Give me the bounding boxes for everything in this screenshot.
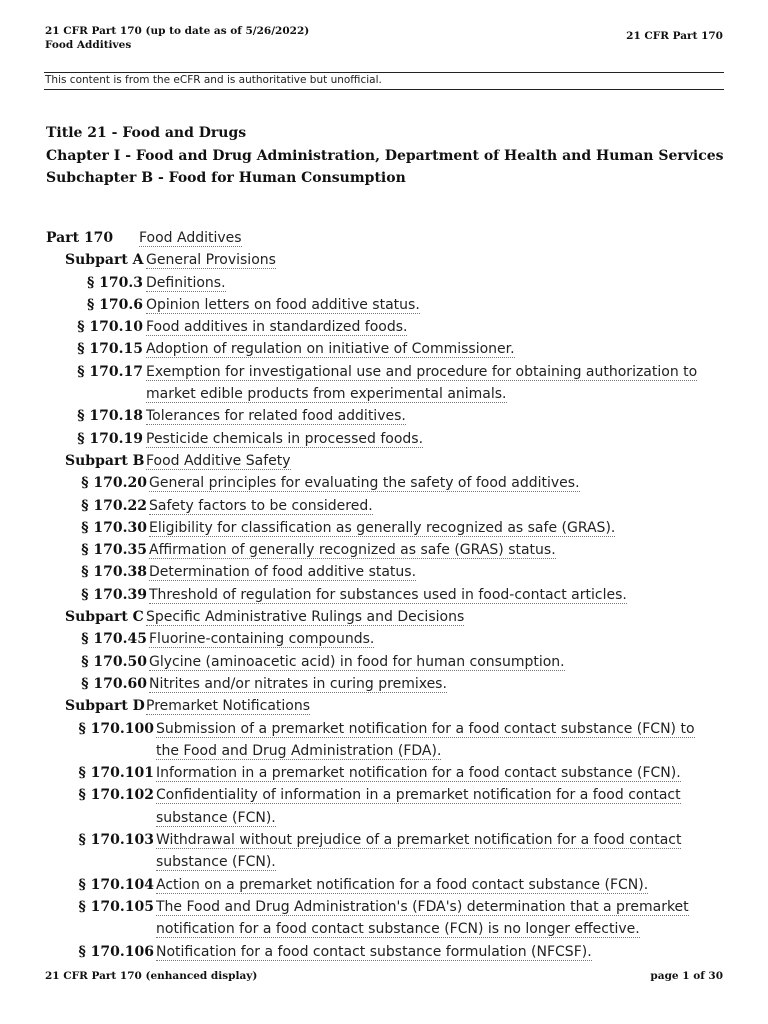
toc-number: § 170.19 [77, 430, 143, 447]
toc-link[interactable] [156, 874, 721, 896]
toc-link[interactable] [156, 896, 721, 941]
toc-number: § 170.100 [78, 720, 154, 737]
toc-section-row [0, 272, 768, 294]
toc-link-label: Determination of food additive status. [149, 564, 417, 581]
toc-link-label: Threshold of regulation for substances used in food-contact articles. [149, 586, 627, 603]
toc-number: § 170.3 [86, 274, 143, 291]
toc-number: § 170.106 [78, 943, 154, 960]
toc-section-row [0, 829, 768, 874]
toc-link[interactable] [156, 718, 721, 763]
toc-number: § 170.10 [77, 319, 143, 336]
toc-link[interactable] [146, 405, 721, 427]
toc-link[interactable] [149, 673, 721, 695]
toc-section-row [0, 718, 768, 763]
toc-link[interactable] [156, 829, 721, 874]
footer-left: 21 CFR Part 170 (enhanced display) [45, 970, 258, 982]
toc-section-row [0, 472, 768, 494]
toc-link[interactable] [146, 294, 721, 316]
toc-link[interactable] [146, 338, 721, 360]
toc-section-row [0, 495, 768, 517]
toc-link-label: Food Additive Safety [146, 452, 291, 469]
toc-link-label: Adoption of regulation on initiative of Commissioner. [146, 341, 515, 358]
toc-link[interactable] [149, 584, 721, 606]
toc-link-label: General Provisions [146, 252, 276, 269]
toc-link-label: Tolerances for related food additives. [146, 408, 406, 425]
toc-section-row [0, 294, 768, 316]
toc-link[interactable] [146, 249, 276, 271]
toc-link[interactable] [146, 695, 310, 717]
toc-number: § 170.101 [78, 765, 154, 782]
toc-link-label: Specific Administrative Rulings and Decisions [146, 609, 465, 626]
toc-number: § 170.103 [78, 832, 154, 849]
toc-link[interactable] [146, 361, 721, 406]
toc-number: § 170.22 [81, 497, 147, 514]
toc-link-label: Premarket Notifications [146, 698, 311, 715]
toc-section-row [0, 561, 768, 583]
title-block [46, 122, 724, 190]
toc-number: § 170.35 [81, 542, 147, 559]
toc-link-label: Glycine (aminoacetic acid) in food for human consumption. [149, 653, 565, 670]
toc-section-row [0, 428, 768, 450]
toc-link-label: Submission of a premarket notification for a food contact substance (FCN) to the Food and Drug Administration (FDA). [156, 720, 695, 759]
toc-section-row [0, 584, 768, 606]
header-rule-bottom [44, 89, 724, 90]
toc-link[interactable] [149, 472, 721, 494]
toc-number: Subpart A [65, 252, 144, 269]
toc-number: § 170.18 [77, 408, 143, 425]
toc-number: Subpart D [65, 698, 145, 715]
toc-section-row [0, 316, 768, 338]
table-of-contents [0, 227, 768, 963]
toc-number: § 170.60 [81, 675, 147, 692]
toc-section-row [0, 361, 768, 406]
toc-section-row [0, 539, 768, 561]
toc-number: § 170.50 [81, 653, 147, 670]
toc-link-label: Safety factors to be considered. [149, 497, 373, 514]
toc-link[interactable] [149, 628, 721, 650]
toc-link[interactable] [139, 227, 242, 249]
toc-number: § 170.102 [78, 787, 154, 804]
toc-section-row [0, 784, 768, 829]
toc-link[interactable] [149, 561, 721, 583]
toc-link-label: Affirmation of generally recognized as safe (GRAS) status. [149, 542, 556, 559]
header-citation: 21 CFR Part 170 (up to date as of 5/26/2022) [45, 25, 310, 37]
subchapter-heading: Subchapter B - Food for Human Consumption [46, 170, 406, 186]
toc-link-label: Confidentiality of information in a premarket notification for a food contact substance (FCN). [156, 787, 681, 826]
toc-link-label: The Food and Drug Administration's (FDA's) determination that a premarket notification for a food contact substance (FCN) is no longer effective. [156, 898, 689, 938]
toc-link-label: Action on a premarket notification for a food contact substance (FCN). [156, 876, 649, 893]
toc-link-label: Eligibility for classification as generally recognized as safe (GRAS). [149, 519, 616, 536]
toc-link[interactable] [149, 651, 721, 673]
toc-subpart-row [0, 450, 768, 472]
toc-link[interactable] [146, 606, 464, 628]
toc-link-label: General principles for evaluating the safety of food additives. [149, 475, 580, 492]
running-header-left [45, 24, 309, 52]
toc-link-label: Information in a premarket notification for a food contact substance (FCN). [156, 765, 681, 782]
toc-link[interactable] [146, 428, 721, 450]
toc-section-row [0, 628, 768, 650]
toc-section-row [0, 874, 768, 896]
toc-section-row [0, 941, 768, 963]
toc-number: Subpart B [65, 452, 145, 469]
toc-section-row [0, 338, 768, 360]
toc-link-label: Food Additives [139, 230, 242, 246]
toc-link-label: Food additives in standardized foods. [146, 319, 408, 336]
toc-link-label: Notification for a food contact substance formulation (NFCSF). [156, 943, 592, 960]
toc-number: § 170.104 [78, 876, 154, 893]
ecfr-notice: This content is from the eCFR and is authoritative but unofficial. [45, 74, 382, 86]
toc-link[interactable] [146, 272, 721, 294]
toc-number: Part 170 [46, 230, 114, 246]
toc-link[interactable] [149, 495, 721, 517]
toc-number: Subpart C [65, 609, 144, 626]
chapter-heading: Chapter I - Food and Drug Administration, Department of Health and Human Services [46, 147, 724, 164]
toc-link[interactable] [156, 762, 721, 784]
toc-number: § 170.45 [81, 631, 147, 648]
header-rule-top [44, 72, 724, 73]
toc-link-label: Pesticide chemicals in processed foods. [146, 430, 424, 447]
toc-section-row [0, 405, 768, 427]
toc-section-row [0, 896, 768, 941]
toc-link[interactable] [156, 941, 721, 963]
toc-number: § 170.17 [77, 363, 143, 380]
page-number: page 1 of 30 [650, 970, 723, 982]
toc-number: § 170.6 [86, 296, 143, 313]
toc-subpart-row [0, 695, 768, 717]
title-heading: Title 21 - Food and Drugs [46, 125, 247, 141]
toc-number: § 170.38 [81, 564, 147, 581]
toc-link[interactable] [149, 539, 721, 561]
running-header-right: 21 CFR Part 170 [626, 30, 723, 42]
toc-subpart-row [0, 606, 768, 628]
toc-link[interactable] [156, 784, 721, 829]
toc-link-label: Definitions. [146, 274, 226, 291]
toc-number: § 170.105 [78, 898, 154, 915]
toc-link-label: Opinion letters on food additive status. [146, 296, 420, 313]
toc-part-row [0, 227, 768, 249]
toc-link[interactable] [149, 517, 721, 539]
toc-section-row [0, 517, 768, 539]
toc-section-row [0, 762, 768, 784]
toc-link[interactable] [146, 450, 291, 472]
toc-link-label: Exemption for investigational use and procedure for obtaining authorization to market edible products from experimental animals. [146, 363, 698, 403]
toc-link[interactable] [146, 316, 721, 338]
toc-section-row [0, 673, 768, 695]
toc-section-row [0, 651, 768, 673]
toc-number: § 170.20 [81, 475, 147, 492]
toc-number: § 170.39 [81, 586, 147, 603]
header-part-name: Food Additives [45, 39, 132, 51]
toc-link-label: Fluorine-containing compounds. [149, 631, 375, 648]
toc-link-label: Nitrites and/or nitrates in curing premixes. [149, 675, 447, 692]
toc-number: § 170.30 [81, 519, 147, 536]
toc-number: § 170.15 [77, 341, 143, 358]
toc-link-label: Withdrawal without prejudice of a premarket notification for a food contact substance (FCN). [156, 832, 682, 871]
toc-subpart-row [0, 249, 768, 271]
